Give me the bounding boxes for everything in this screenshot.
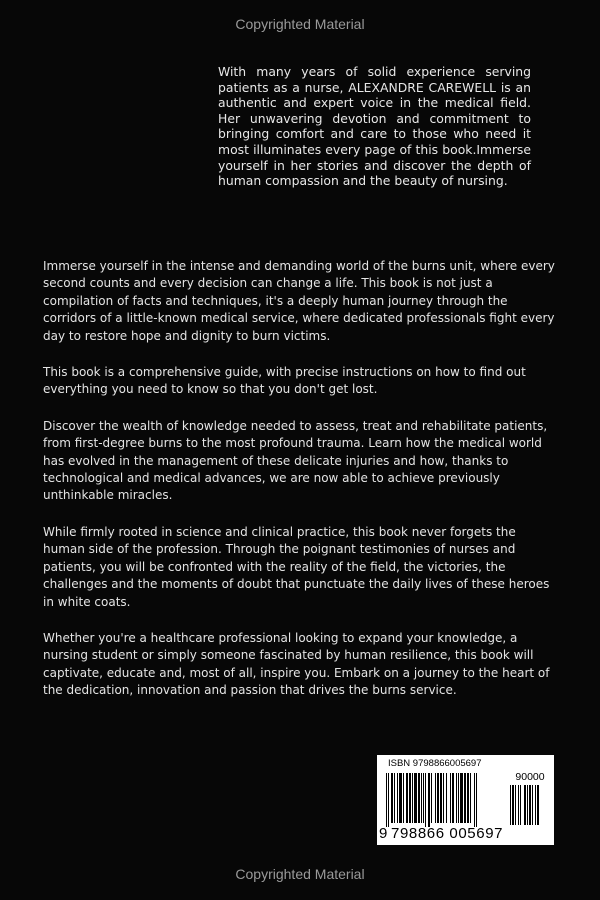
barcode-bar (470, 773, 471, 823)
barcode-bar (535, 785, 536, 825)
addon-barcode-bars (510, 785, 552, 827)
barcode-bar (518, 785, 519, 825)
barcode-bar (397, 773, 398, 823)
barcode-bar (524, 785, 526, 825)
barcode-bar (532, 785, 533, 825)
addon-code: 90000 (515, 771, 545, 783)
barcode-bar (460, 773, 463, 823)
barcode-bar (428, 773, 430, 827)
ean-barcode-bars (386, 773, 504, 827)
barcode-bar (450, 773, 451, 823)
barcode-bar (440, 773, 442, 823)
description-paragraph: Whether you're a healthcare professional looking to expand your knowledge, a nursing student or simply someone fascinated by human resilience, this book will captivate, educate and, most of all, inspire you. Embark on a journey to the heart of the dedication, innovation and passion that drives the burns service. (43, 630, 550, 698)
ean-lead-digit: 9 (379, 825, 388, 842)
barcode-bar (399, 773, 402, 823)
description-paragraph: Immerse yourself in the intense and demanding world of the burns unit, where every second counts and every decision can change a life. This book is not just a compilation of facts and techniques, it's a deeply human journey through the corridors of a little-known medical service, where dedicated professionals fight every day to restore hope and dignity to burn victims. (43, 259, 555, 343)
description-paragraph: This book is a comprehensive guide, with precise instructions on how to find out everything you need to know so that you don't get lost. (43, 365, 526, 397)
barcode-bar (520, 785, 521, 825)
barcode-bar (412, 773, 413, 823)
barcode-bar (537, 785, 539, 825)
barcode-bar (527, 785, 528, 825)
book-description (43, 258, 557, 719)
barcode-bar (458, 773, 459, 823)
description-paragraph: While firmly rooted in science and clinical practice, this book never forgets the human side of the profession. Through the poignant testimonies of nurses and patients, you will be confronted with the reality of the field, the victories, the challenges and the moments of doubt that punctuate the daily lives of these heroes in white coats. (43, 524, 550, 609)
barcode-bar (394, 773, 395, 823)
barcode-bar (456, 773, 457, 823)
barcode-bar (421, 773, 422, 823)
barcode-bar (418, 773, 420, 823)
barcode-bar (443, 773, 444, 823)
barcode-bar (414, 773, 417, 823)
barcode-bar (510, 785, 511, 825)
barcode-bar (452, 773, 454, 823)
barcode-bar (406, 773, 408, 823)
description-paragraph: Discover the wealth of knowledge needed to assess, treat and rehabilitate patients, from first-degree burns to the most profound trauma. Learn how the medical world has evolved in the management of these delicate injuries and how, thanks to technological and medical advances, we are now able to achieve previously unthinkable miracles. (43, 418, 548, 503)
barcode-bar (467, 773, 469, 823)
barcode-bar (529, 785, 531, 825)
barcode-bar (431, 773, 432, 823)
barcode-bar (425, 773, 426, 827)
isbn-label: ISBN 9798866005697 (388, 758, 482, 769)
barcode-bar (464, 773, 466, 823)
barcode-bar (388, 773, 389, 827)
barcode-bar (403, 773, 404, 823)
isbn-barcode (377, 755, 554, 845)
author-bio: With many years of solid experience serving patients as a nurse, ALEXANDRE CAREWELL is an authentic and expert voice in the medical field. Her unwavering devotion and commitment to bringing comfort and care to those who need it most illuminates every page of this book.Immerse yourself in her stories and discover the depth of human compassion and the beauty of nursing. (218, 64, 531, 189)
barcode-bar (437, 773, 439, 823)
copyright-watermark-top: Copyrighted Material (235, 16, 365, 32)
barcode-bar (435, 773, 436, 823)
barcode-bar (386, 773, 387, 827)
barcode-bar (446, 773, 447, 823)
barcode-bar (409, 773, 411, 823)
barcode-bar (515, 785, 516, 825)
copyright-watermark-bottom: Copyrighted Material (235, 866, 365, 882)
barcode-bar (391, 773, 393, 823)
ean-digit-groups: 798866 005697 (391, 825, 504, 842)
barcode-bar (512, 785, 514, 825)
barcode-bar (476, 773, 477, 827)
barcode-bar (423, 773, 424, 823)
barcode-bar (474, 773, 475, 827)
